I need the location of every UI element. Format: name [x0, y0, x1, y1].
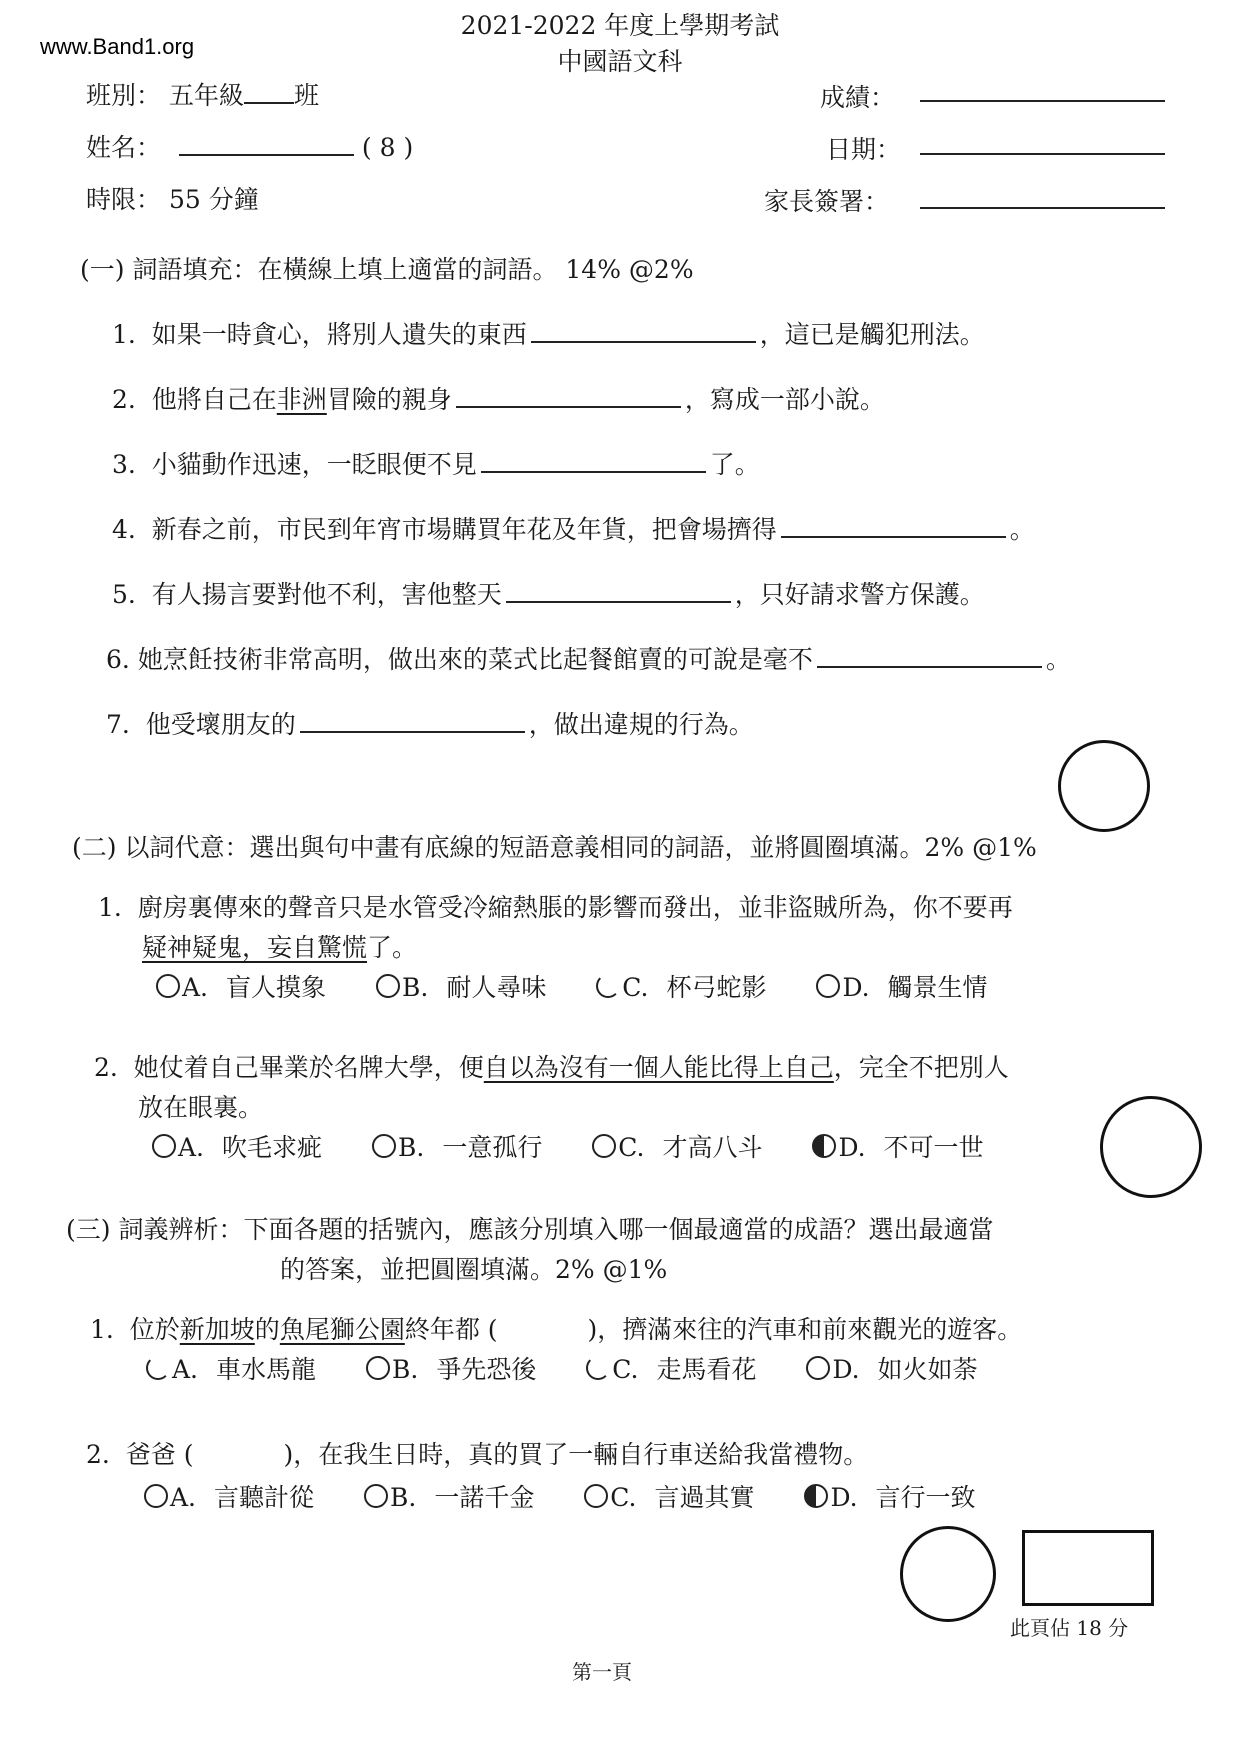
- answer-blank[interactable]: [817, 665, 1042, 668]
- page-score-box: [1022, 1530, 1154, 1606]
- date-label: 日期：: [826, 135, 902, 164]
- option-circle[interactable]: [376, 974, 400, 998]
- s2-question-2: 2. 她仗着自己畢業於名牌大學，便自以為沒有一個人能比得上自己，完全不把別人: [94, 1053, 1009, 1082]
- option-circle[interactable]: [372, 1134, 396, 1158]
- name-label: 姓名：: [86, 133, 162, 162]
- option-a[interactable]: A. 車水馬龍: [146, 1350, 316, 1386]
- name-field: [86, 128, 413, 164]
- class-blank[interactable]: [244, 101, 294, 104]
- option-b[interactable]: B. 爭先恐後: [366, 1350, 536, 1386]
- option-d[interactable]: D. 如火如荼: [806, 1350, 977, 1386]
- option-b[interactable]: B. 耐人尋味: [376, 968, 546, 1004]
- s3-q1-options: [146, 1350, 1020, 1386]
- option-c[interactable]: C. 言過其實: [584, 1478, 754, 1514]
- answer-blank[interactable]: [506, 600, 731, 603]
- s2-question-1-line2: 疑神疑鬼，妄自驚慌了。: [142, 933, 418, 962]
- class-suffix: 班: [293, 81, 319, 110]
- page-score-note: 此頁佔 18 分: [1010, 1616, 1129, 1640]
- option-circle[interactable]: [584, 1484, 608, 1508]
- section2-heading: (二) 以詞代意：選出與句中畫有底線的短語意義相同的詞語，並將圓圈填滿。2% @1%: [72, 833, 1037, 862]
- s1-question-7: 7. 他受壞朋友的 ，做出違規的行為。: [106, 710, 754, 739]
- s3-question-2: 2. 爸爸 ( )，在我生日時，真的買了一輛自行車送給我當禮物。: [86, 1440, 869, 1469]
- date-blank[interactable]: [920, 153, 1165, 155]
- option-b[interactable]: B. 一諾千金: [364, 1478, 534, 1514]
- section1-heading: (一) 詞語填充：在橫線上填上適當的詞語。 14% @2%: [80, 255, 694, 284]
- time-label: 時限：: [86, 185, 162, 214]
- s1-question-5: 5. 有人揚言要對他不利，害他整天 ，只好請求警方保護。: [112, 580, 985, 609]
- s2-question-2-line2: 放在眼裏。: [138, 1093, 264, 1122]
- time-field: [86, 180, 259, 216]
- watermark: www.Band1.org: [40, 34, 195, 59]
- section2-score-circle: [1100, 1096, 1202, 1198]
- s1-question-1: 1. 如果一時貪心，將別人遺失的東西 ，這已是觸犯刑法。: [112, 320, 985, 349]
- option-a[interactable]: A. 吹毛求疵: [152, 1128, 322, 1164]
- answer-blank[interactable]: [300, 730, 525, 733]
- option-circle-marked[interactable]: [812, 1134, 836, 1158]
- option-c[interactable]: C. 走馬看花: [586, 1350, 756, 1386]
- student-number: ( 8 ): [361, 133, 414, 162]
- option-a[interactable]: A. 言聽計從: [144, 1478, 314, 1514]
- option-circle[interactable]: [592, 1134, 616, 1158]
- s1-question-4: 4. 新春之前，市民到年宵市場購買年花及年貨，把會場擠得 。: [112, 515, 1035, 544]
- s1-question-2: 2. 他將自己在非洲冒險的親身 ，寫成一部小說。: [112, 385, 885, 414]
- section3-heading-line2: 的答案，並把圓圈填滿。2% @1%: [280, 1255, 668, 1284]
- option-circle[interactable]: [156, 974, 180, 998]
- score-blank[interactable]: [920, 100, 1165, 102]
- option-d[interactable]: D. 觸景生情: [816, 968, 987, 1004]
- answer-blank[interactable]: [781, 535, 1006, 538]
- parent-signature-label: 家長簽署：: [764, 187, 890, 216]
- class-field: [86, 76, 319, 112]
- exam-subject: 中國語文科: [557, 47, 683, 76]
- s3-q2-options: [144, 1478, 1018, 1514]
- option-d[interactable]: D. 不可一世: [812, 1128, 983, 1164]
- option-circle[interactable]: [152, 1134, 176, 1158]
- class-grade: 五年級: [168, 81, 244, 110]
- option-circle[interactable]: [146, 1356, 170, 1380]
- option-circle[interactable]: [364, 1484, 388, 1508]
- option-circle[interactable]: [144, 1484, 168, 1508]
- option-circle-marked[interactable]: [804, 1484, 828, 1508]
- option-circle[interactable]: [816, 974, 840, 998]
- s1-question-3: 3. 小貓動作迅速，一眨眼便不見 了。: [112, 450, 760, 479]
- option-circle[interactable]: [806, 1356, 830, 1380]
- option-c[interactable]: C. 杯弓蛇影: [596, 968, 766, 1004]
- s2-question-1: 1. 廚房裏傳來的聲音只是水管受冷縮熱脹的影響而發出，並非盜賊所為，你不要再: [98, 893, 1013, 922]
- name-blank[interactable]: [179, 153, 354, 156]
- page-number: 第一頁: [572, 1660, 632, 1684]
- s2-q1-options: [156, 968, 1030, 1004]
- time-value: 55 分鐘: [168, 185, 259, 214]
- answer-blank[interactable]: [531, 340, 756, 343]
- s3-question-1: 1. 位於新加坡的魚尾獅公園終年都 ( )，擠滿來往的汽車和前來觀光的遊客。: [90, 1315, 1023, 1344]
- option-circle[interactable]: [366, 1356, 390, 1380]
- option-c[interactable]: C. 才高八斗: [592, 1128, 762, 1164]
- page-score-circle: [900, 1526, 996, 1622]
- exam-title: 2021-2022 年度上學期考試: [460, 11, 780, 40]
- section1-score-circle: [1058, 740, 1150, 832]
- score-label: 成績：: [820, 83, 896, 112]
- section3-heading: (三) 詞義辨析：下面各題的括號內，應該分別填入哪一個最適當的成語？選出最適當: [66, 1215, 994, 1244]
- option-b[interactable]: B. 一意孤行: [372, 1128, 542, 1164]
- option-d[interactable]: D. 言行一致: [804, 1478, 975, 1514]
- parent-signature-blank[interactable]: [920, 207, 1165, 209]
- option-circle-marked[interactable]: [596, 974, 620, 998]
- answer-blank[interactable]: [481, 470, 706, 473]
- s1-question-6: 6. 她烹飪技術非常高明，做出來的菜式比起餐館賣的可說是毫不 。: [106, 645, 1071, 674]
- class-label: 班別：: [86, 81, 162, 110]
- s2-q2-options: [152, 1128, 1026, 1164]
- answer-blank[interactable]: [456, 405, 681, 408]
- option-circle[interactable]: [586, 1356, 610, 1380]
- option-a[interactable]: A. 盲人摸象: [156, 968, 326, 1004]
